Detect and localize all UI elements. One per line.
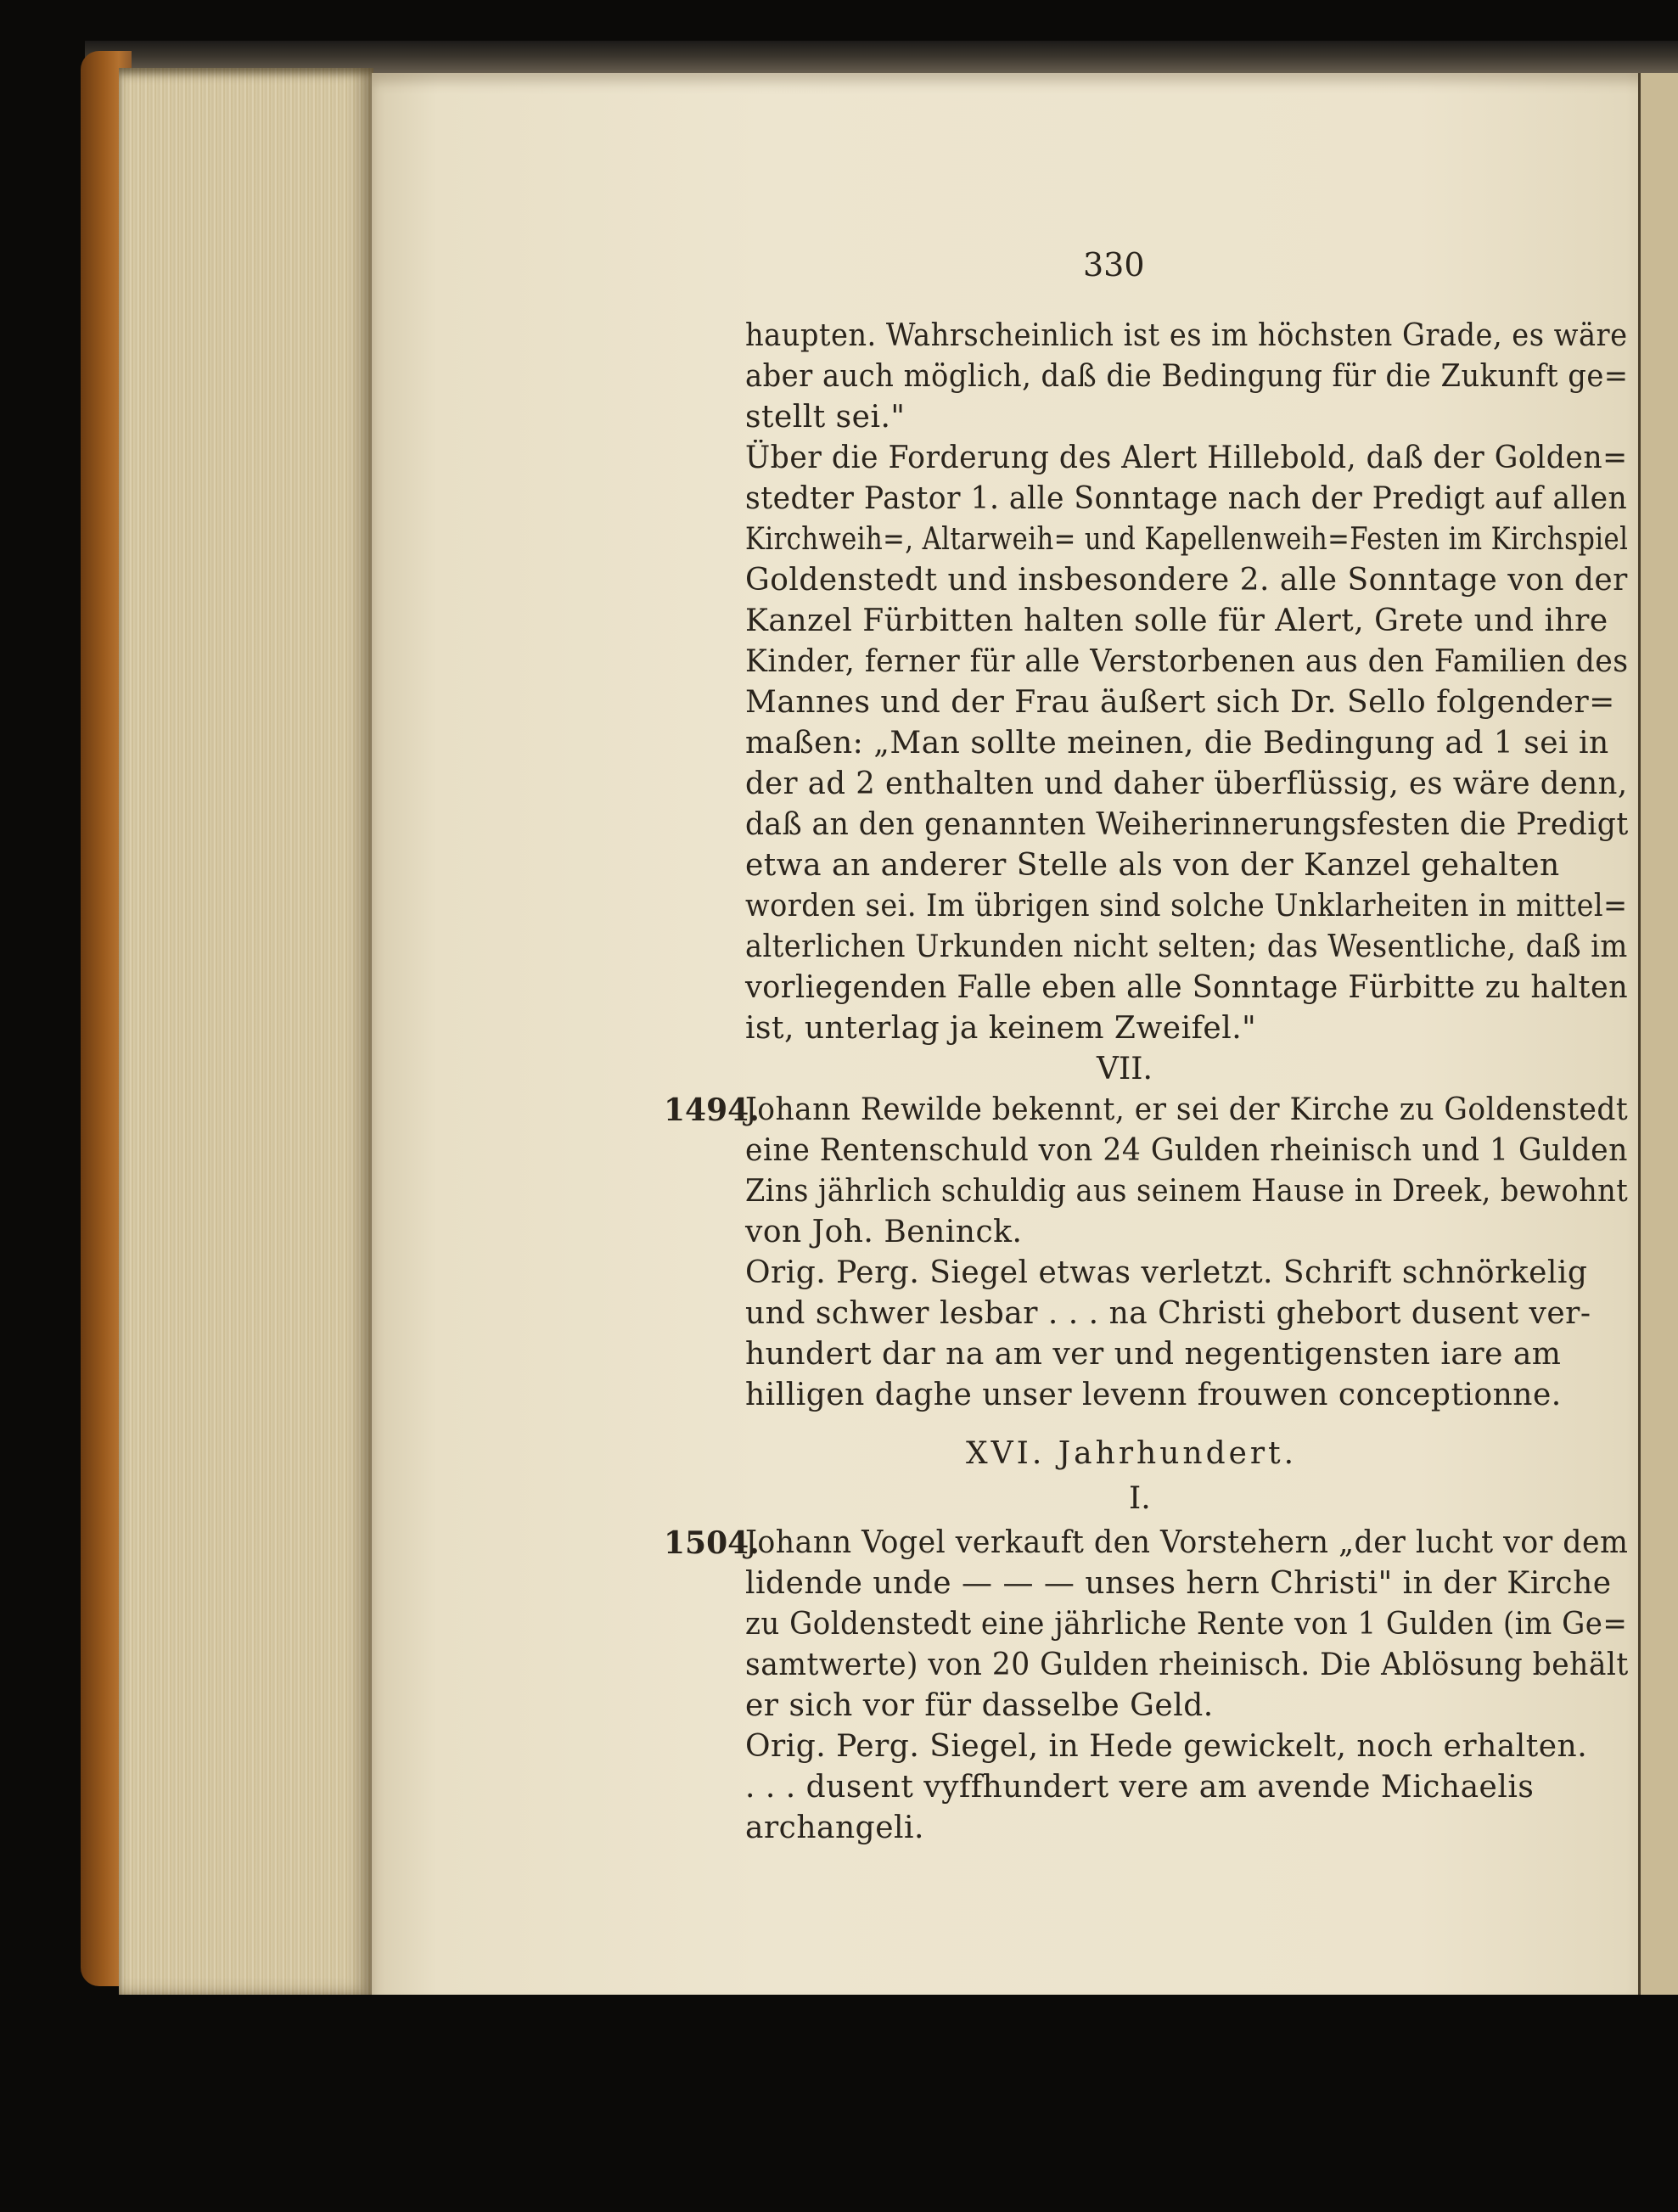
next-page-edge xyxy=(1638,73,1678,1996)
text-line: hundert dar na am ver und negentigensten iare am xyxy=(745,1337,1562,1372)
century-heading: XVI. Jahrhundert. xyxy=(966,1436,1298,1471)
text-line: eine Rentenschuld von 24 Gulden rheinisch und 1 Gulden xyxy=(745,1133,1628,1168)
text-line: daß an den genannten Weiherinnerungsfesten die Predigt xyxy=(745,807,1629,842)
text-line: . . . dusent vyffhundert vere am avende Michaelis xyxy=(745,1770,1535,1805)
text-line: Zins jährlich schuldig aus seinem Hause in Dreek, bewohnt xyxy=(745,1174,1629,1209)
text-line: Kanzel Fürbitten halten solle für Alert, Grete und ihre xyxy=(745,604,1608,638)
background xyxy=(0,1995,1678,2212)
entry-number: 1494. xyxy=(664,1092,760,1128)
text-line: stellt sei." xyxy=(745,400,906,435)
text-line: Orig. Perg. Siegel, in Hede gewickelt, noch erhalten. xyxy=(745,1729,1588,1764)
text-line: vorliegenden Falle eben alle Sonntage Fürbitte zu halten xyxy=(745,970,1629,1005)
text-line: lidende unde — — — unses hern Christi" in der Kirche xyxy=(745,1566,1612,1601)
text-line: Kinder, ferner für alle Verstorbenen aus den Familien des xyxy=(745,644,1629,679)
text-line: Goldenstedt und insbesondere 2. alle Sonntage von der xyxy=(745,563,1628,598)
text-line: Kirchweih=, Altarweih= und Kapellenweih=Festen im Kirchspiel xyxy=(745,522,1629,557)
page-number: 330 xyxy=(1083,246,1145,284)
text-line: Johann Rewilde bekennt, er sei der Kirche zu Goldenstedt xyxy=(745,1092,1629,1127)
text-line: ist, unterlag ja keinem Zweifel." xyxy=(745,1011,1257,1046)
text-line: und schwer lesbar . . . na Christi ghebort dusent ver- xyxy=(745,1296,1591,1331)
section-number: I. xyxy=(1129,1481,1151,1516)
text-line: von Joh. Beninck. xyxy=(745,1215,1023,1249)
page-edges xyxy=(119,68,373,1995)
text-line: etwa an anderer Stelle als von der Kanzel gehalten xyxy=(745,848,1560,883)
text-line: stedter Pastor 1. alle Sonntage nach der Predigt auf allen xyxy=(745,481,1628,516)
text-line: Orig. Perg. Siegel etwas verletzt. Schrift schnörkelig xyxy=(745,1255,1588,1290)
text-line: worden sei. Im übrigen sind solche Unklarheiten in mittel= xyxy=(745,889,1628,924)
text-line: alterlichen Urkunden nicht selten; das Wesentliche, daß im xyxy=(745,929,1628,964)
text-line: aber auch möglich, daß die Bedingung für die Zukunft ge= xyxy=(745,359,1629,394)
text-line: hilligen daghe unser levenn frouwen conceptionne. xyxy=(745,1378,1562,1412)
text-line: zu Goldenstedt eine jährliche Rente von 1 Gulden (im Ge= xyxy=(745,1607,1628,1642)
text-line: haupten. Wahrscheinlich ist es im höchsten Grade, es wäre xyxy=(745,318,1628,353)
section-number: VII. xyxy=(1097,1052,1153,1086)
text-line: archangeli. xyxy=(745,1811,924,1845)
text-line: der ad 2 enthalten und daher überflüssig, es wäre denn, xyxy=(745,766,1628,801)
text-line: er sich vor für dasselbe Geld. xyxy=(745,1688,1214,1723)
entry-number: 1504. xyxy=(664,1525,760,1561)
text-line: maßen: „Man sollte meinen, die Bedingung ad 1 sei in xyxy=(745,726,1609,761)
text-line: Johann Vogel verkauft den Vorstehern „der lucht vor dem xyxy=(745,1525,1629,1560)
text-line: Über die Forderung des Alert Hillebold, daß der Golden= xyxy=(745,441,1628,475)
text-line: Mannes und der Frau äußert sich Dr. Sello folgender= xyxy=(745,685,1615,720)
text-line: samtwerte) von 20 Gulden rheinisch. Die Ablösung behält xyxy=(745,1648,1629,1682)
